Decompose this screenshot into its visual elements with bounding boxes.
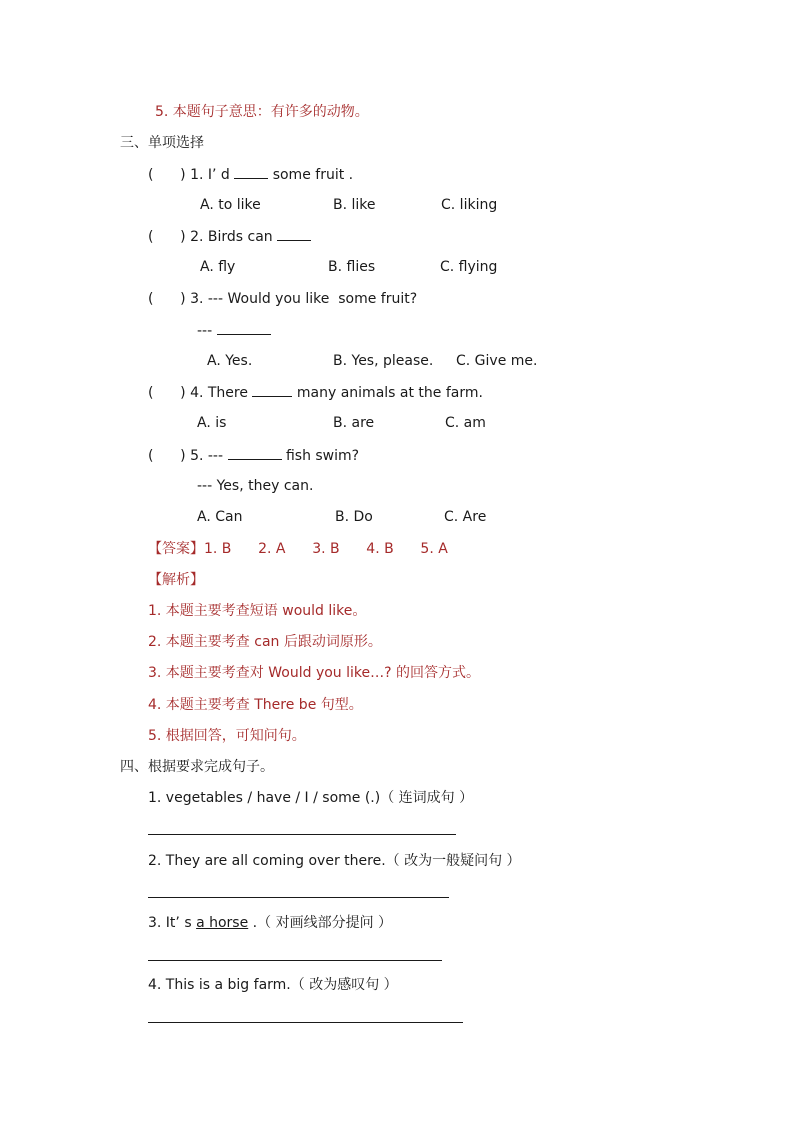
- analysis-item: 4. 本题主要考查 There be 句型。: [148, 697, 363, 713]
- q3-option-c: C. Give me.: [456, 353, 538, 369]
- previous-analysis-note: 5. 本题句子意思：有许多的动物。: [155, 104, 369, 120]
- q5-response-line: --- Yes, they can.: [197, 478, 314, 494]
- answer-line[interactable]: [148, 834, 456, 835]
- rewrite-item-3: 3. It’ s a horse .（ 对画线部分提问 ）: [148, 915, 393, 931]
- q5-option-a: A. Can: [197, 509, 243, 525]
- q5-option-b: B. Do: [335, 509, 373, 525]
- q1-option-c: C. liking: [441, 197, 498, 213]
- answer-blank[interactable]: [252, 383, 292, 397]
- answer-blank[interactable]: [228, 446, 282, 460]
- q4-option-a: A. is: [197, 415, 227, 431]
- question-5: ( ) 5. --- fish swim?: [148, 448, 360, 464]
- question-2: ( ) 2. Birds can: [148, 227, 311, 246]
- section-3-title: 三、单项选择: [120, 135, 204, 151]
- q4-option-c: C. am: [445, 415, 486, 431]
- q4-option-b: B. are: [333, 415, 375, 431]
- analysis-item: 2. 本题主要考查 can 后跟动词原形。: [148, 634, 382, 650]
- answer-line[interactable]: [148, 897, 449, 898]
- q1-option-a: A. to like: [200, 197, 261, 213]
- answer-blank[interactable]: [277, 227, 311, 241]
- q3-option-b: B. Yes, please.: [333, 353, 434, 369]
- analysis-heading: 【解析】: [148, 572, 204, 588]
- question-1: ( ) 1. I’ d some fruit .: [148, 167, 354, 183]
- answer-line[interactable]: [148, 1022, 463, 1023]
- analysis-item: 3. 本题主要考查对 Would you like…? 的回答方式。: [148, 665, 481, 681]
- answer-blank[interactable]: [217, 321, 271, 335]
- answer-key: 【答案】1. B 2. A 3. B 4. B 5. A: [148, 541, 448, 557]
- q2-option-c: C. flying: [440, 259, 498, 275]
- rewrite-item-1: 1. vegetables / have / I / some (.)（ 连词成句 ）: [148, 790, 474, 806]
- analysis-item: 5. 根据回答，可知问句。: [148, 728, 306, 744]
- q2-option-a: A. fly: [200, 259, 236, 275]
- q5-option-c: C. Are: [444, 509, 487, 525]
- question-3: ( ) 3. --- Would you like some fruit?: [148, 291, 418, 307]
- q1-option-b: B. like: [333, 197, 376, 213]
- answer-blank[interactable]: [234, 165, 268, 179]
- section-4-title: 四、根据要求完成句子。: [120, 759, 274, 775]
- q2-option-b: B. flies: [328, 259, 376, 275]
- q3-option-a: A. Yes.: [207, 353, 253, 369]
- analysis-item: 1. 本题主要考查短语 would like。: [148, 603, 367, 619]
- q3-response-line: ---: [197, 321, 271, 340]
- answer-line[interactable]: [148, 960, 442, 961]
- question-4: ( ) 4. There many animals at the farm.: [148, 385, 483, 401]
- rewrite-item-4: 4. This is a big farm.（ 改为感叹句 ）: [148, 977, 398, 993]
- underlined-phrase: a horse: [196, 915, 249, 931]
- rewrite-item-2: 2. They are all coming over there.（ 改为一般疑问句 ）: [148, 853, 521, 869]
